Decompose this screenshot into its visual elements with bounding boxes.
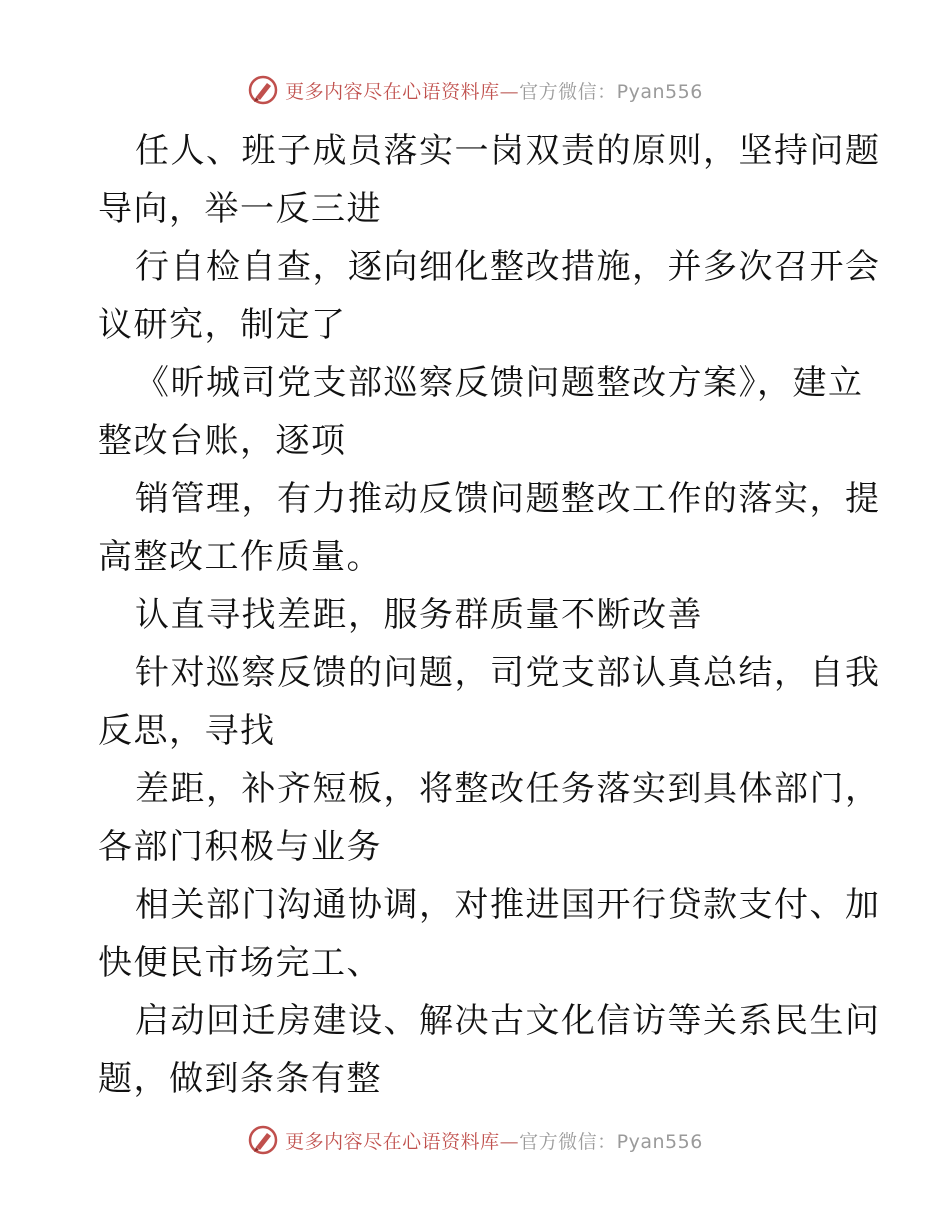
banner-title: 更多内容尽在心语资料库	[285, 80, 500, 103]
text-line: 题，做到条条有整	[98, 1059, 382, 1099]
text-line: 反思，寻找	[98, 711, 276, 751]
document-body	[98, 122, 881, 1108]
text-line: 针对巡察反馈的问题，司党支部认真总结，自我	[135, 653, 881, 693]
banner-label	[285, 1127, 703, 1154]
text-line: 差距，补齐短板，将整改任务落实到具体部门，	[135, 769, 881, 809]
text-line: 销管理，有力推动反馈问题整改工作的落实，提	[135, 479, 881, 519]
text-line: 启动回迁房建设、解决古文化信访等关系民生问	[135, 1001, 881, 1041]
banner-title: 更多内容尽在心语资料库	[285, 1130, 500, 1153]
text-line: 《昕城司党支部巡察反馈问题整改方案》，建立	[135, 363, 864, 403]
text-line: 快便民市场完工、	[98, 943, 382, 983]
header-banner	[0, 70, 950, 110]
text-line: 任人、班子成员落实一岗双责的原则，坚持问题	[135, 131, 881, 171]
text-line: 认直寻找差距，服务群质量不断改善	[135, 595, 703, 635]
banner-wechat: 官方微信：Pyan556	[519, 1130, 703, 1153]
text-line: 高整改工作质量。	[98, 537, 382, 577]
text-line: 整改台账，逐项	[98, 421, 347, 461]
banner-label	[285, 77, 703, 104]
footer-banner	[0, 1120, 950, 1160]
pen-logo-icon	[247, 1124, 279, 1156]
banner-dash: —	[499, 80, 520, 103]
text-line: 导向，举一反三进	[98, 189, 382, 229]
banner-dash: —	[499, 1130, 520, 1153]
banner-wechat: 官方微信：Pyan556	[519, 80, 703, 103]
pen-logo-icon	[247, 74, 279, 106]
text-line: 行自检自查，逐向细化整改措施，并多次召开会	[135, 247, 881, 287]
text-line: 各部门积极与业务	[98, 827, 382, 867]
text-line: 相关部门沟通协调，对推进国开行贷款支付、加	[135, 885, 881, 925]
text-line: 议研究，制定了	[98, 305, 347, 345]
